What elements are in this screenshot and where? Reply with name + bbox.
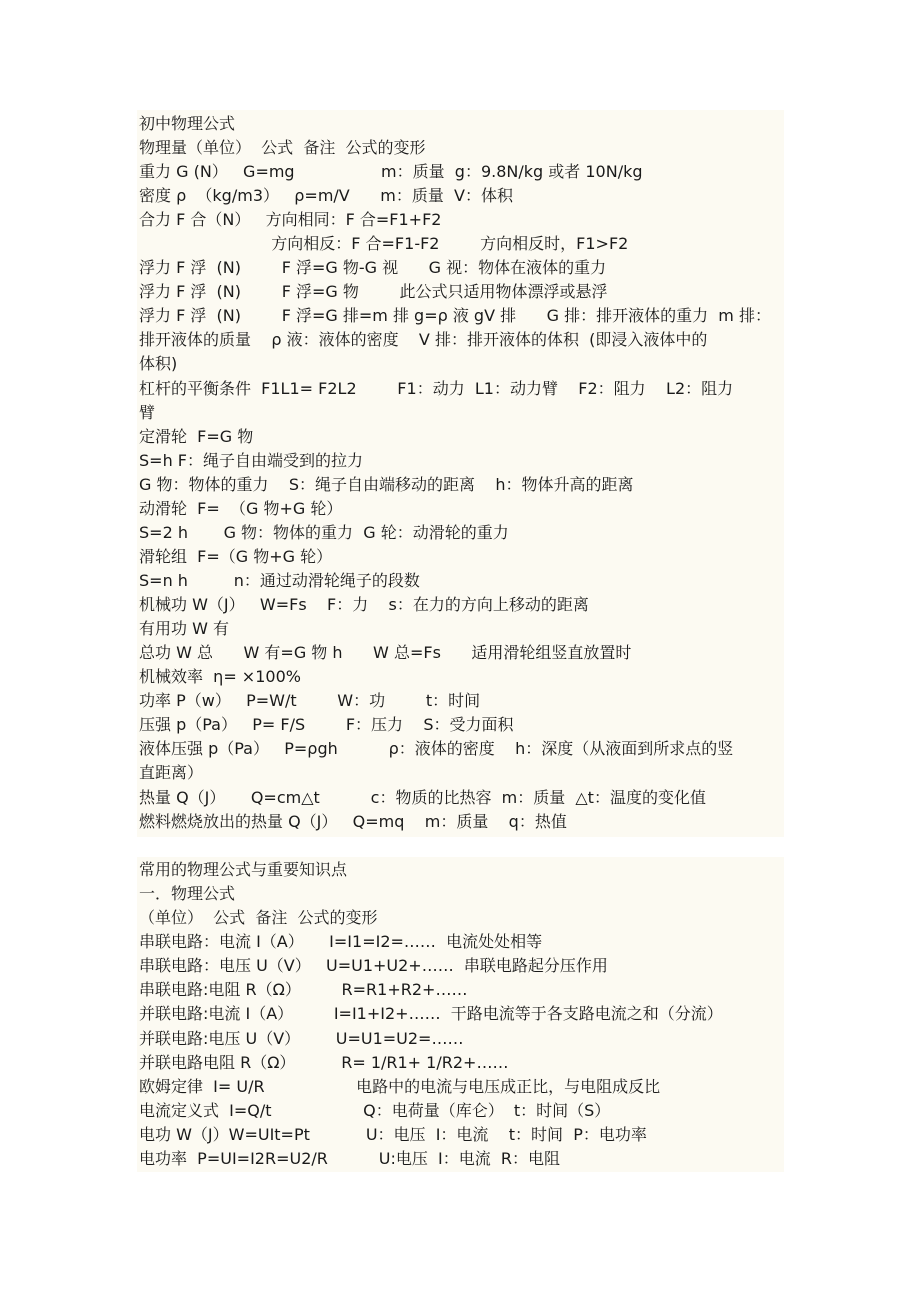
formula-line-parallel-voltage: 并联电路:电压 U（V） U=U1=U2=……	[139, 1029, 464, 1048]
formula-line-pulley-block: 滑轮组 F=（G 物+G 轮）	[139, 547, 333, 566]
formula-line-series-voltage: 串联电路：电压 U（V） U=U1+U2+…… 串联电路起分压作用	[139, 956, 608, 975]
formula-line-mechanical-work: 机械功 W（J） W=Fs F：力 s：在力的方向上移动的距离	[139, 595, 589, 614]
formula-line-useful-work: 有用功 W 有	[139, 619, 229, 638]
formula-line-total-work: 总功 W 总 W 有=G 物 h W 总=Fs 适用滑轮组竖直放置时	[139, 643, 632, 662]
formula-line-electric-work: 电功 W（J）W=UIt=Pt U：电压 I：电流 t：时间 P：电功率	[139, 1125, 647, 1144]
formula-line-resultant-force-opposite: 方向相反：F 合=F1-F2 方向相反时，F1>F2	[139, 234, 629, 253]
formula-line-parallel-resistance: 并联电路电阻 R（Ω） R= 1/R1+ 1/R2+……	[139, 1053, 509, 1072]
formula-line-electric-power: 电功率 P=UI=I2R=U2/R U:电压 I：电流 R：电阻	[139, 1149, 561, 1168]
formula-line-ohms-law: 欧姆定律 I= U/R 电路中的电流与电压成正比，与电阻成反比	[139, 1077, 661, 1096]
formula-line-density: 密度 ρ （kg/m3） ρ=m/V m：质量 V：体积	[139, 186, 513, 205]
formula-line-pulley-block-s: S=n h n：通过动滑轮绳子的段数	[139, 571, 420, 590]
formula-line-fixed-pulley-s: S=h F：绳子自由端受到的拉力	[139, 451, 363, 470]
formula-line-heat: 热量 Q（J） Q=cm△t c：物质的比热容 m：质量 △t：温度的变化值	[139, 788, 706, 807]
formula-line-liquid-pressure: 液体压强 p（Pa） P=ρgh ρ：液体的密度 h：深度（从液面到所求点的竖	[139, 739, 734, 758]
formula-line-movable-pulley: 动滑轮 F= （G 物+G 轮）	[139, 499, 343, 518]
table-header: 物理量（单位） 公式 备注 公式的变形	[139, 138, 426, 157]
formula-line-buoyancy-3-cont2: 体积)	[139, 354, 178, 373]
formula-line-fixed-pulley-g: G 物：物体的重力 S：绳子自由端移动的距离 h：物体升高的距离	[139, 475, 634, 494]
formula-line-fuel-heat: 燃料燃烧放出的热量 Q（J） Q=mq m：质量 q：热值	[139, 812, 567, 831]
formula-line-fixed-pulley: 定滑轮 F=G 物	[139, 427, 254, 446]
table-header-2: （单位） 公式 备注 公式的变形	[139, 908, 378, 927]
section-title-common-physics: 常用的物理公式与重要知识点	[139, 860, 348, 879]
formula-line-series-current: 串联电路：电流 I（A） I=I1=I2=…… 电流处处相等	[139, 932, 543, 951]
formula-line-power: 功率 P（w） P=W/t W：功 t：时间	[139, 691, 481, 710]
formula-line-current-definition: 电流定义式 I=Q/t Q：电荷量（库仑） t：时间（S）	[139, 1101, 611, 1120]
formula-line-lever: 杠杆的平衡条件 F1L1= F2L2 F1：动力 L1：动力臂 F2：阻力 L2：阻力	[139, 379, 734, 398]
formula-line-parallel-current: 并联电路:电流 I（A） I=I1+I2+…… 干路电流等于各支路电流之和（分流）	[139, 1004, 723, 1023]
formula-line-pressure: 压强 p（Pa） P= F/S F：压力 S：受力面积	[139, 715, 514, 734]
formula-line-buoyancy-3-cont: 排开液体的质量 ρ 液：液体的密度 V 排：排开液体的体积 (即浸入液体中的	[139, 330, 708, 349]
subsection-title-formulas: 一．物理公式	[139, 884, 236, 903]
formula-line-buoyancy-2: 浮力 F 浮 (N) F 浮=G 物 此公式只适用物体漂浮或悬浮	[139, 282, 608, 301]
formula-line-buoyancy-3: 浮力 F 浮 (N) F 浮=G 排=m 排 g=ρ 液 gV 排 G 排：排开液体的重力 m 排：	[139, 306, 771, 325]
formula-line-gravity: 重力 G (N） G=mg m：质量 g：9.8N/kg 或者 10N/kg	[139, 162, 643, 181]
formula-line-buoyancy-1: 浮力 F 浮 (N) F 浮=G 物-G 视 G 视：物体在液体的重力	[139, 258, 607, 277]
section-title-junior-physics: 初中物理公式	[139, 114, 236, 133]
formula-line-efficiency: 机械效率 η= ×100%	[139, 667, 301, 686]
formula-line-lever-cont: 臂	[139, 403, 156, 422]
formula-line-liquid-pressure-cont: 直距离）	[139, 763, 204, 782]
formula-line-movable-pulley-s: S=2 h G 物：物体的重力 G 轮：动滑轮的重力	[139, 523, 509, 542]
formula-line-series-resistance: 串联电路:电阻 R（Ω） R=R1+R2+……	[139, 980, 468, 999]
formula-line-resultant-force: 合力 F 合（N） 方向相同：F 合=F1+F2	[139, 210, 442, 229]
